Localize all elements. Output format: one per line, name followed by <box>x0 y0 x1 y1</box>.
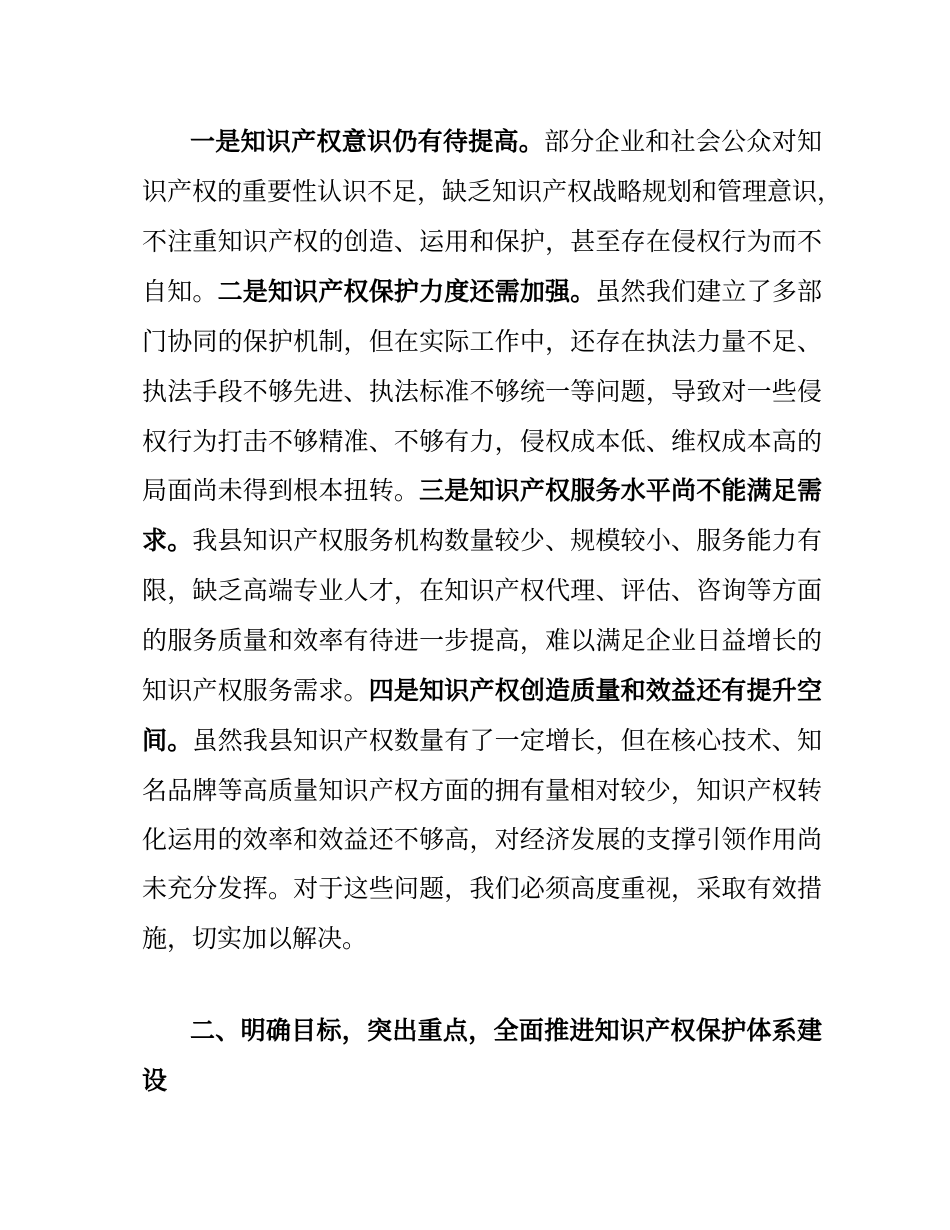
paragraph-line-16: 未充分发挥。对于这些问题，我们必须高度重视，采取有效措 <box>142 874 822 903</box>
paragraph-line-13 <box>142 716 822 766</box>
line-text: 局面尚未得到根本扭转。 <box>142 476 420 505</box>
paragraph-line-14: 名品牌等高质量知识产权方面的拥有量相对较少，知识产权转 <box>142 776 822 805</box>
line-text: 部分企业和社会公众对知 <box>544 127 822 156</box>
paragraph-line-3: 不注重知识产权的创造、运用和保护，甚至存在侵权行为而不 <box>142 227 822 256</box>
line-text: 虽然我县知识产权数量有了一定增长，但在核心技术、知 <box>192 726 822 755</box>
point-three-heading-end: 求。 <box>142 526 193 555</box>
paragraph-line-8 <box>142 466 822 516</box>
line-text: 我县知识产权服务机构数量较少、规模较小、服务能力有 <box>192 526 822 555</box>
paragraph-line-1 <box>190 117 822 167</box>
paragraph-line-9 <box>142 516 822 566</box>
paragraph-line-12 <box>142 666 822 716</box>
line-text: 自知。 <box>142 277 218 306</box>
paragraph-line-7: 权行为打击不够精准、不够有力，侵权成本低、维权成本高的 <box>142 427 822 456</box>
point-one-heading: 一是知识产权意识仍有待提高。 <box>190 127 545 156</box>
paragraph-line-17: 施，切实加以解决。 <box>142 924 368 953</box>
point-four-heading-end: 间。 <box>142 726 193 755</box>
paragraph-line-5: 门协同的保护机制，但在实际工作中，还存在执法力量不足、 <box>142 327 822 356</box>
section-heading-line-1: 二、明确目标，突出重点，全面推进知识产权保护体系建 <box>190 1016 822 1045</box>
paragraph-line-15: 化运用的效率和效益还不够高，对经济发展的支撑引领作用尚 <box>142 825 822 854</box>
line-text: 虽然我们建立了多部 <box>595 277 822 306</box>
line-text: 知识产权服务需求。 <box>142 676 369 705</box>
paragraph-line-4 <box>142 267 822 317</box>
paragraph-line-11: 的服务质量和效率有待进一步提高，难以满足企业日益增长的 <box>142 626 822 655</box>
paragraph-line-6: 执法手段不够先进、执法标准不够统一等问题，导致对一些侵 <box>142 377 822 406</box>
point-three-heading: 三是知识产权服务水平尚不能满足需 <box>419 476 822 505</box>
point-four-heading: 四是知识产权创造质量和效益还有提升空 <box>368 676 822 705</box>
paragraph-line-2: 识产权的重要性认识不足，缺乏知识产权战略规划和管理意识， <box>142 177 843 206</box>
point-two-heading: 二是知识产权保护力度还需加强。 <box>217 277 596 306</box>
section-heading-line-2: 设 <box>142 1066 168 1095</box>
paragraph-line-10: 限，缺乏高端专业人才，在知识产权代理、评估、咨询等方面 <box>142 576 822 605</box>
